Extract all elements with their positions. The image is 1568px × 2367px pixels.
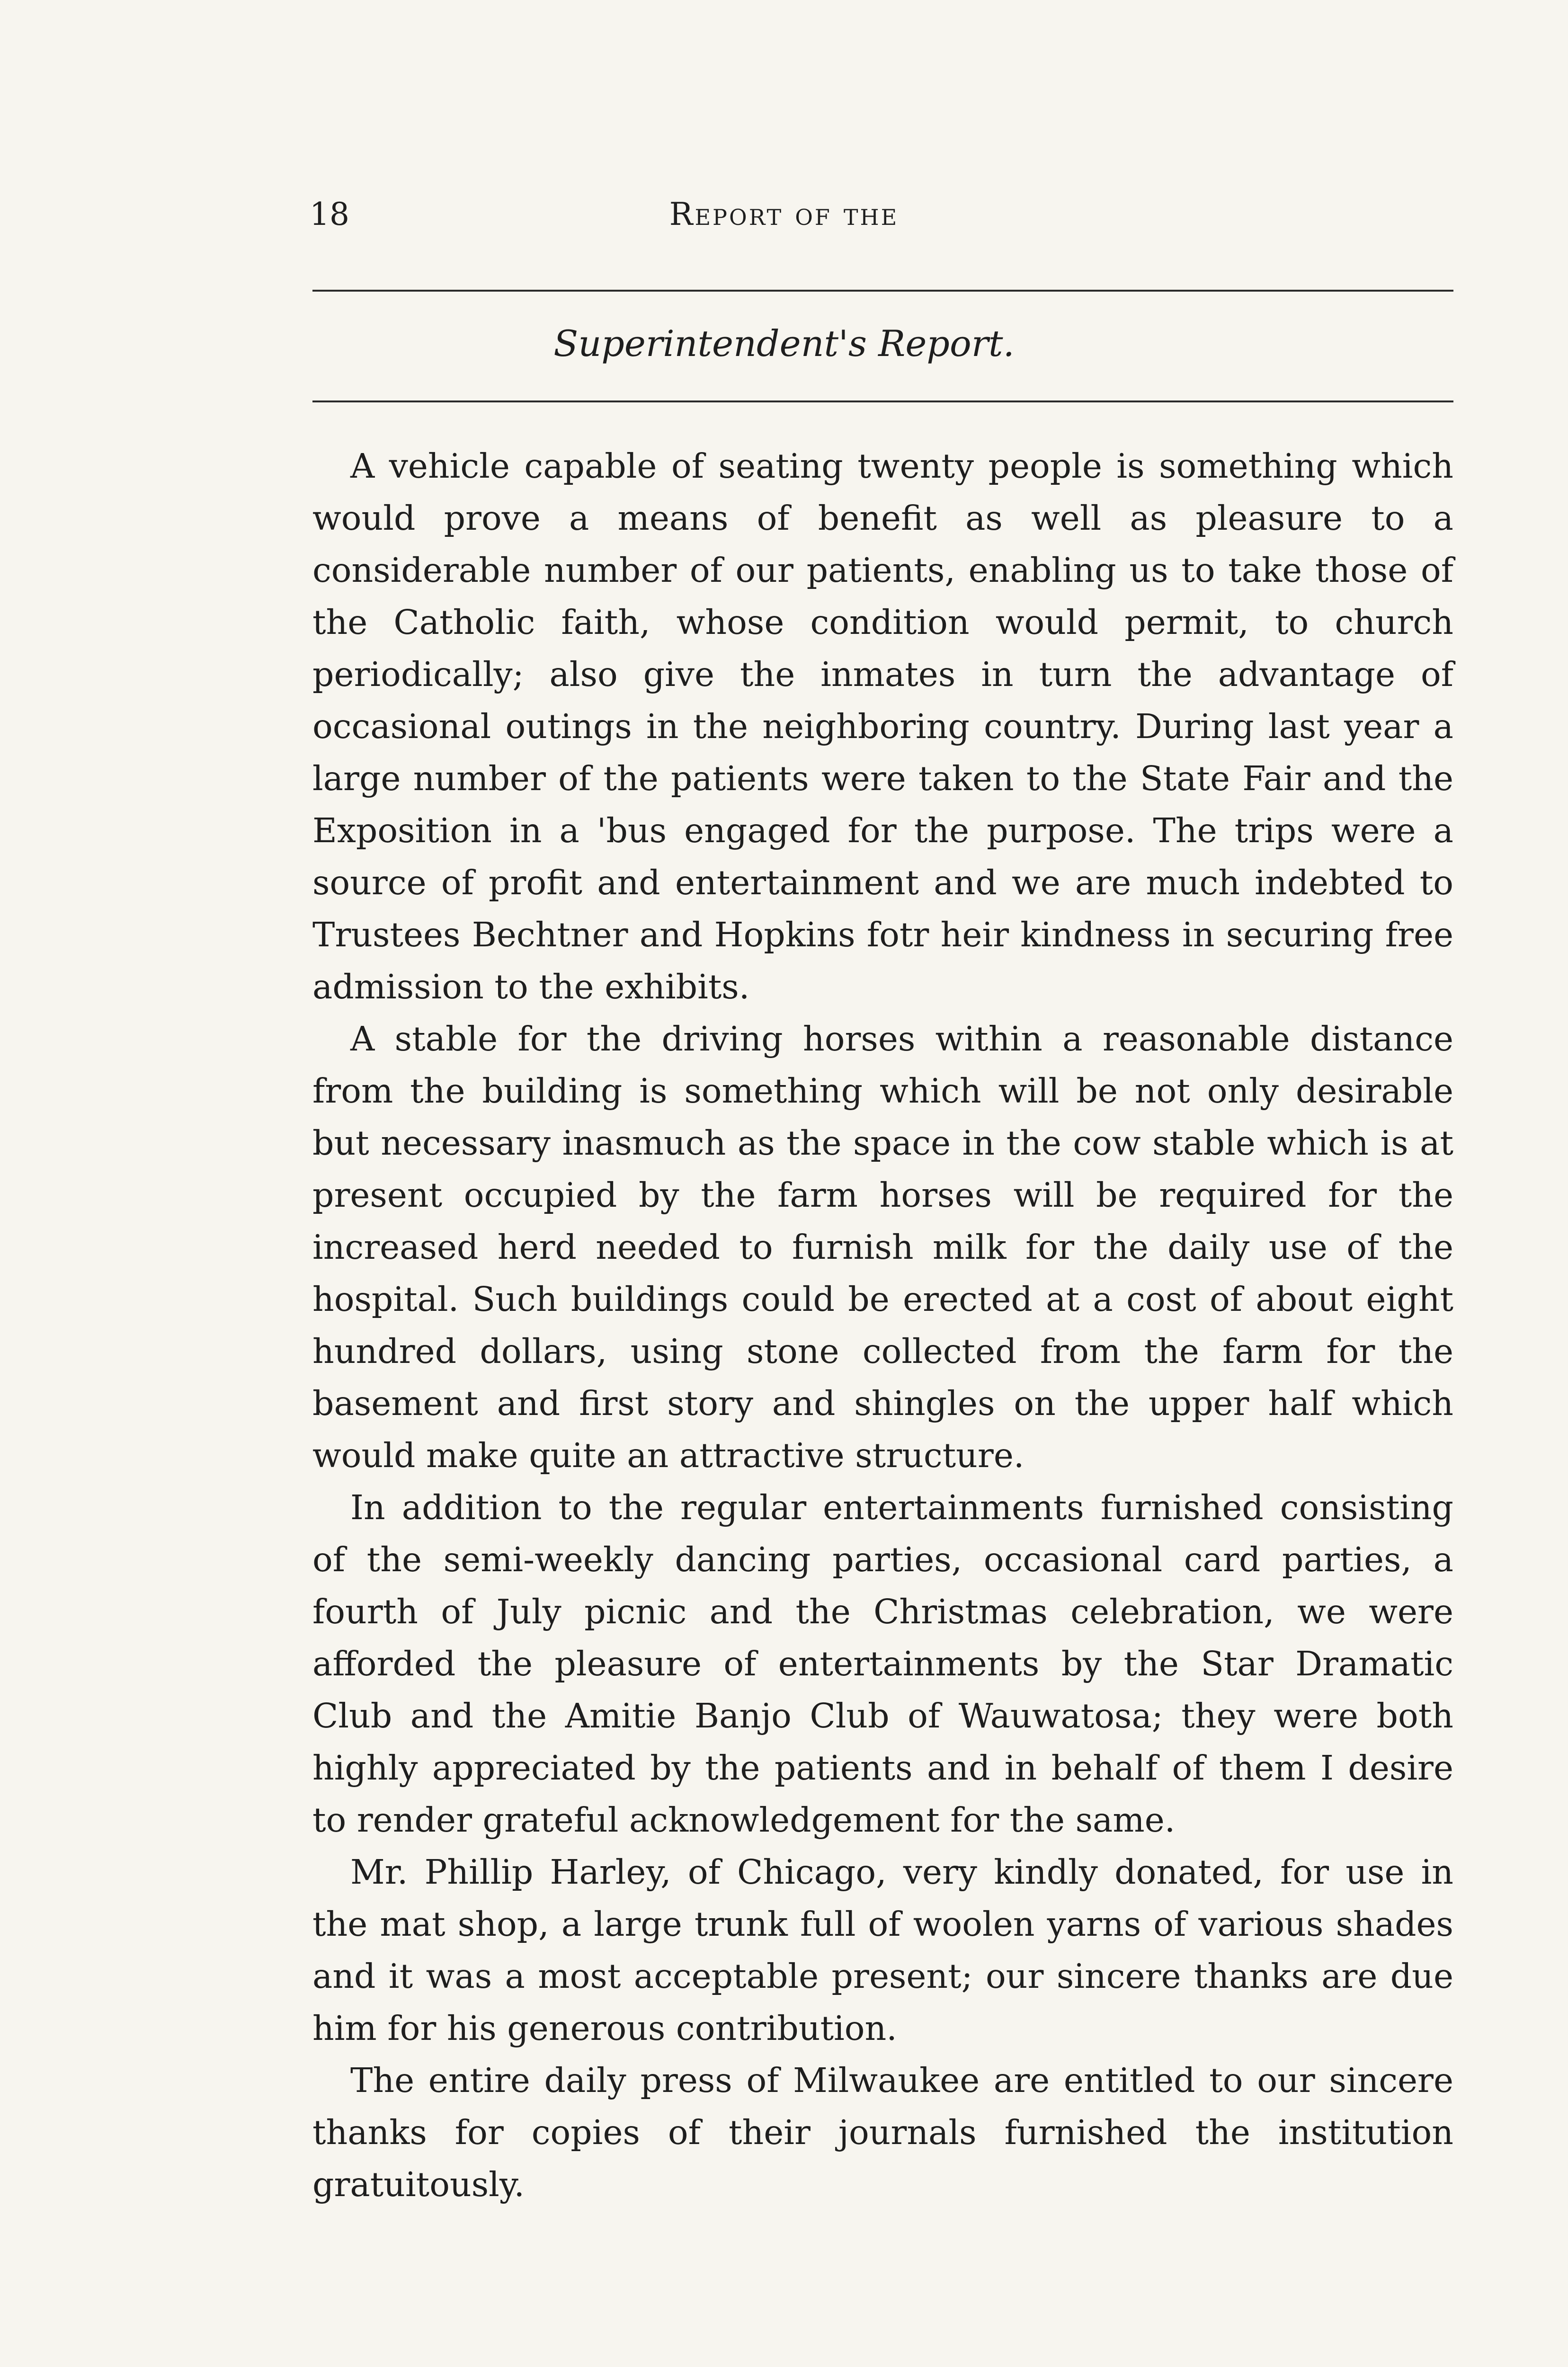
paragraph-vehicle: A vehicle capable of seating twenty people is something which would prove a means of benefit as well as pleasure to a considerable number of our patients, enabling us to take those of the Catholic faith, whose condition would permit, to church periodically; also give the inmates in turn the advantage of occasional outings in the neighboring country. During last year a large number of the patients were taken to the State Fair and the Exposition in a 'bus engaged for the purpose. The trips were a source of profit and entertainment and we are much indebted to Trustees Bechtner and Hopkins fotr heir kindness in securing free admission to the exhibits. — [312, 446, 1453, 1006]
paragraph-press: The entire daily press of Milwaukee are entitled to our sincere thanks for copies of their journals furnished the institution gratuitously. — [312, 2061, 1453, 2204]
body-text — [312, 440, 1453, 2211]
paragraph-entertainments: In addition to the regular entertainments furnished consisting of the semi-weekly dancing parties, occasional card parties, a fourth of July picnic and the Christmas celebration, we were afforded the pleasure of entertainments by the Star Dramatic Club and the Amitie Banjo Club of Wauwatosa; they were both highly appreciated by the patients and in behalf of them I desire to render grateful acknowledgement for the same. — [312, 1488, 1453, 1840]
section-title: Superintendent's Report. — [553, 322, 1015, 365]
paragraph-donation: Mr. Phillip Harley, of Chicago, very kindly donated, for use in the mat shop, a large trunk full of woolen yarns of various shades and it was a most acceptable present; our sincere thanks are due him for his generous contribution. — [312, 1852, 1453, 2048]
header-rule-top — [312, 290, 1453, 292]
running-head: Report of the — [669, 196, 899, 232]
header-rule-bottom — [312, 400, 1453, 402]
page-number: 18 — [310, 196, 349, 232]
paragraph-stable: A stable for the driving horses within a reasonable distance from the building is something which will be not only desirable but necessary inasmuch as the space in the cow stable which is at present occupied by the farm horses will be required for the increased herd needed to furnish milk for the daily use of the hospital. Such buildings could be erected at a cost of about eight hundred dollars, using stone collected from the farm for the basement and first story and shingles on the upper half which would make quite an attractive structure. — [312, 1019, 1453, 1475]
